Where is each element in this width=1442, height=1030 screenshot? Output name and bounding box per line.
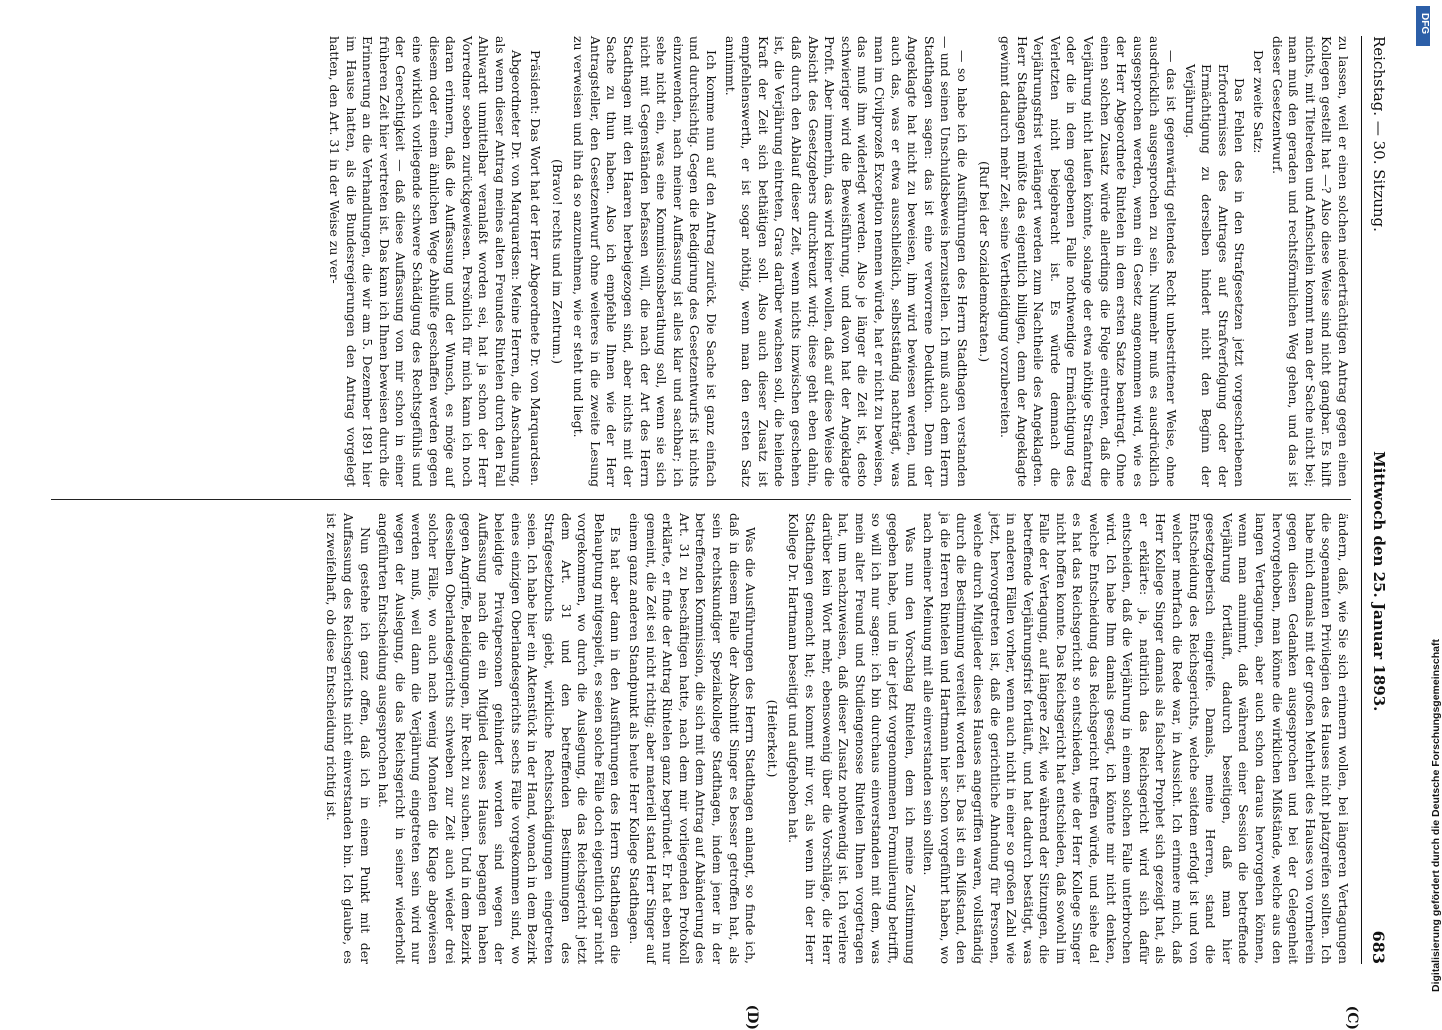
margin-mark-d: (D): [744, 1004, 760, 1030]
paragraph: (Heiterkeit.): [764, 699, 780, 778]
margin-mark-c: (C): [1344, 1005, 1360, 1030]
digitization-credit: Digitalisierung gefördert durch die Deutsche Forschungsgemeinschaft: [1430, 639, 1442, 992]
paragraph: Das Fehlen des in den Strafgesetzen jetzt vorgeschriebenen Erfordernisses des Antrages auf Strafverfolgung oder der Ermächtigung zu derselben hindert nicht den Beginn der Verjährung.: [1182, 64, 1248, 487]
paragraph: Präsident: Das Wort hat der Herr Abgeordnete Dr. von Marquardsen.: [528, 50, 544, 486]
paragraph: zu lassen, weil er einen solchen niederträchtigen Antrag gegen einen Kollegen gestellt hat —? Also diese Weise sind nicht gangbar. Es hilft nichts, mit Titelreden und Anfischlein kommt man der Sache nicht bei; man muß den geraden und rechtsförmlichen Weg gehen, und das ist dieser Gesetzentwurf.: [1269, 36, 1351, 487]
paragraph: (Ruf bei der Sozialdemokraten.): [976, 160, 992, 363]
paragraph: Der zweite Satz:: [1251, 50, 1267, 154]
header-session: Reichstag. — 30. Sitzung.: [1370, 36, 1388, 232]
dfg-sidebar: [1414, 0, 1442, 1000]
paragraph: — so habe ich die Ausführungen des Herrn Stadthagen verstanden — und seinen Unschuldsbeweis herzustellen. Ich muß auch dem Herrn Stadthagen sagen: das ist eine verworrene Deduktion. Denn der Angeklagte hat nicht zu beweisen, ihm wird bewiesen werden, und auch das, was er etwa ausschließlich, selbstständig nachträgt, was man im Civilprozeß Exception nennen würde, hat er nicht zu beweisen, das muß ihm widerlegt werden. Also je länger die Zeit ist, desto schwieriger wird die Beweisführung, und davon hat der Angeklagte Profit. Aber immerhin, das wird keiner wollen, daß auf diese Weise die Absicht des Gesetzgebers durchkreuzt wird; diese geht eben dahin, daß durch den Ablauf dieser Zeit, wenn nichts inzwischen geschehen ist, die Verjährung eintreten, Gras darüber wachsen soll, die heilende Kraft der Zeit sich bethätigen soll. Also auch dieser Zusatz ist empfehlenswerth, er ist sogar nöthig, wenn man den ersten Satz annimmt.: [722, 36, 970, 487]
header-date: Mittwoch den 25. Januar 1893.: [1370, 451, 1388, 712]
paragraph: Es hat aber dann in den Ausführungen des Herrn Stadthagen die Behauptung mitgespielt, es seien solche Fälle doch eigentlich gar nicht vorgekommen, wo durch die Auslegung, die das Reichsgericht jetzt dem Art. 31 und den betreffenden Bestimmungen des Strafgesetzbuchs giebt, wirkliche Rechtsschädigungen eingetreten seien. Ich habe hier ein Aktenstück in der Hand, wonach in dem Bezirk eines einzigen Oberlandesgerichts sechs Fälle vorgekommen sind, wo beleidigte Privatpersonen gehindert worden sind wegen der Auffassung nach die ein Mitglied dieses Hauses begangen haben gegen Angriffe, Beleidigungen, ihr Recht zu suchen. Und in dem Bezirk desselben Oberlandesgerichts schweben zur Zeit auch wieder drei solcher Fälle, wo auch nach wenig Monaten die Klage abgewiesen werden muß, weil dann die Verjährung eingetreten sein wird nur wegen der Auslegung, die das Reichsgericht in seiner wiederholt angeführten Entscheidung ausgesprochen hat.: [376, 513, 624, 964]
dfg-logo: [1416, 6, 1430, 46]
paragraph: ändern, daß, wie Sie sich erinnern wollen, bei längeren Vertagungen die sogenannten Privilegien des Hauses nicht platzgreifen sollten. Ich habe mich damals mit der großen Mehrheit des Hauses von vornherein gegen diesen Gedanken ausgesprochen und bei der Gelegenheit hervorgehoben, man könne die wirklichen Mißstände, welche aus den langen Vertagungen, aber auch schon daraus hervorgehen können, wenn man annimmt, daß während einer Session die betreffende Verjährung fortläuft, dadurch beseitigen, daß man hier gesetzgeberisch eingreife. Damals, meine Herren, stand die Entscheidung des Reichsgerichts, welche seitdem erfolgt ist und von welcher mehrfach die Rede war, in Aussicht. Ich erinnere mich, daß Herr Kollege Singer damals als falscher Prophet sich gezeigt hat, als er erklärte: ja, natürlich das Reichsgericht wird sich dafür entscheiden, daß die Verjährung in einem solchen Falle unterbrochen wird. Ich habe Ihm damals gesagt, ich könnte mir nicht denken, welche Entscheidung das Reichsgericht treffen würde, und siehe da! es hat das Reichsgericht so entschieden, wie der Herr Kollege Singer nicht hoffen konnte. Das Reichsgericht hat entschieden, daß sowohl im Falle der Vertagung, auf längere Zeit, wie während der Sitzungen, die betreffende Verjährungsfrist fortläuft, und hat dadurch bestätigt, was in anderen Fällen vorher, wenn auch nicht in einer so großen Zahl wie jetzt, hervorgetreten ist, daß die gerichtliche Ahndung für Personen, welche durch Mitglieder dieses Hauses angegriffen waren, vollständig durch die Bestimmung vereitelt worden ist. Das ist ein Mißstand, den ja die Herren Rintelen und Hartmann hier schon vorgeführt haben, wo nach meiner Meinung mit alle einverstanden sein sollten.: [921, 513, 1351, 964]
left-column: [51, 36, 1351, 487]
paragraph: Abgeordneter Dr. von Marquardsen: Meine Herren, die Anschauung, als wenn dieser Antrag meines alten Freundes Rintelen durch den Fall Ahlwardt unmittelbar veranlaßt worden sei, hat ja schon der Herr Vorredner soeben zurückgewiesen. Persönlich für mich kann ich noch daran erinnern, daß die Auffassung und der Wunsch, es möge auf diesem oder einem ähnlichen Wege Abhülfe geschaffen werden gegen eine wirklich vorliegende schwere Schädigung des Rechtsgefühls und der Gerechtigkeit — daß diese Auffassung von mir schon in einer früheren Zeit hier vertreten ist. Das kann ich Ihnen beweisen durch die Erinnerung an die Verhandlungen, die wir am 5. Dezember 1891 hier im Hause hatten, als die Bundesregierungen den Antrag vorgelegt hatten, den Art. 31 in der Weise zu ver-: [326, 36, 525, 487]
paragraph: (Bravo! rechts und im Zentrum.): [549, 159, 565, 364]
dfg-logo-label: DFG: [1419, 13, 1430, 35]
paragraph: Nun gestehe ich ganz offen, daß ich in einem Punkt mit der Auffassung des Reichsgerichts nicht einverstanden bin. Ich glaube, es ist zweifelhaft, ob diese Entscheidung richtig ist.: [324, 513, 373, 964]
right-column: [51, 513, 1351, 964]
column-divider: [51, 499, 1351, 500]
page-header: [1361, 36, 1396, 964]
page-number: 683: [1369, 930, 1389, 964]
paragraph: Was nun den Vorschlag Rintelen, dem ich meine Zustimmung gegeben habe, und in der jetzt vorgenommenen Formulierung betrifft, so will ich nur sagen: ich bin durchaus einverstanden mit dem, was mein alter Freund und Studiengenosse Rintelen Ihnen vorgetragen hat, um nachzuweisen, daß dieser Zusatz nothwendig ist. Ich verliere darüber kein Wort mehr, ebensowenig über die Vorschläge, die Herr Stadthagen gemacht hat; es kommt mir vor, als wenn ihn der Herr Kollege Dr. Hartmann beseitigt und aufgehoben hat.: [786, 513, 918, 964]
paragraph: — das ist gegenwärtig geltendes Recht unbestrittener Weise, ohne ausdrücklich ausgesprochen zu sein. Nunmehr muß es ausdrücklich ausgesprochen werden, wenn ein Gesetz angenommen wird, wie es der Herr Abgeordnete Rintelen in dem ersten Satze beantragt. Ohne einen solchen Zusatz würde allerdings die Folge eintreten, daß die Verjährung nicht laufen könnte, solange der etwa nöthige Strafantrag oder die in dem gegebenen Falle nothwendige Ermächtigung des Verletzten nicht beigebracht ist. Es würde demnach die Verjährungsfrist verlängert werden zum Nachtheile des Angeklagten. Herr Stadthagen müßte das eigentlich billigen, denn der Angeklagte gewinnt dadurch mehr Zeit, seine Vertheidigung vorzubereiten.: [998, 36, 1180, 487]
paragraph: Ich komme nun auf den Antrag zurück. Die Sache ist ganz einfach und durchsichtig. Gegen die Redigirung des Gesetzentwurfs ist nichts einzuwenden, nach meiner Auffassung ist alles klar und sachbar; ich sehe nicht ein, was eine Kommissionsberathung soll, wenn sie sich nicht mit Gegenständen befassen will, die nach der Art des Herrn Stadthagen mit den Haaren herbeigezogen sind, aber nichts mit der Sache zu thun haben. Also ich empfehle Ihnen wie der Herr Antragsteller, den Gesetzentwurf ohne weiteres in die zweite Lesung zu verweisen und ihn da so anzunehmen, wie er steht und liegt.: [571, 36, 720, 487]
newspaper-page: [18, 0, 1410, 1030]
paragraph: Was die Ausführungen des Herrn Stadthagen anlangt, so finde ich, daß in diesem Falle der Abschnitt Singer es besser getroffen hat, als sein rechtskundiger Spezialkollege Stadthagen, indem jener in der betreffenden Kommission, die sich mit dem Antrag auf Abänderung des Art. 31 zu beschäftigen hatte, nach dem mir vorliegenden Protokoll erklärte, er finde der Antrag Rintelen ganz begründet. Er hat eben nur gemeint, die Zeit sei nicht richtig; aber materiell stand Herr Singer auf einem ganz anderen Standpunkt als heute Herr Kollege Stadthagen.: [627, 513, 759, 964]
